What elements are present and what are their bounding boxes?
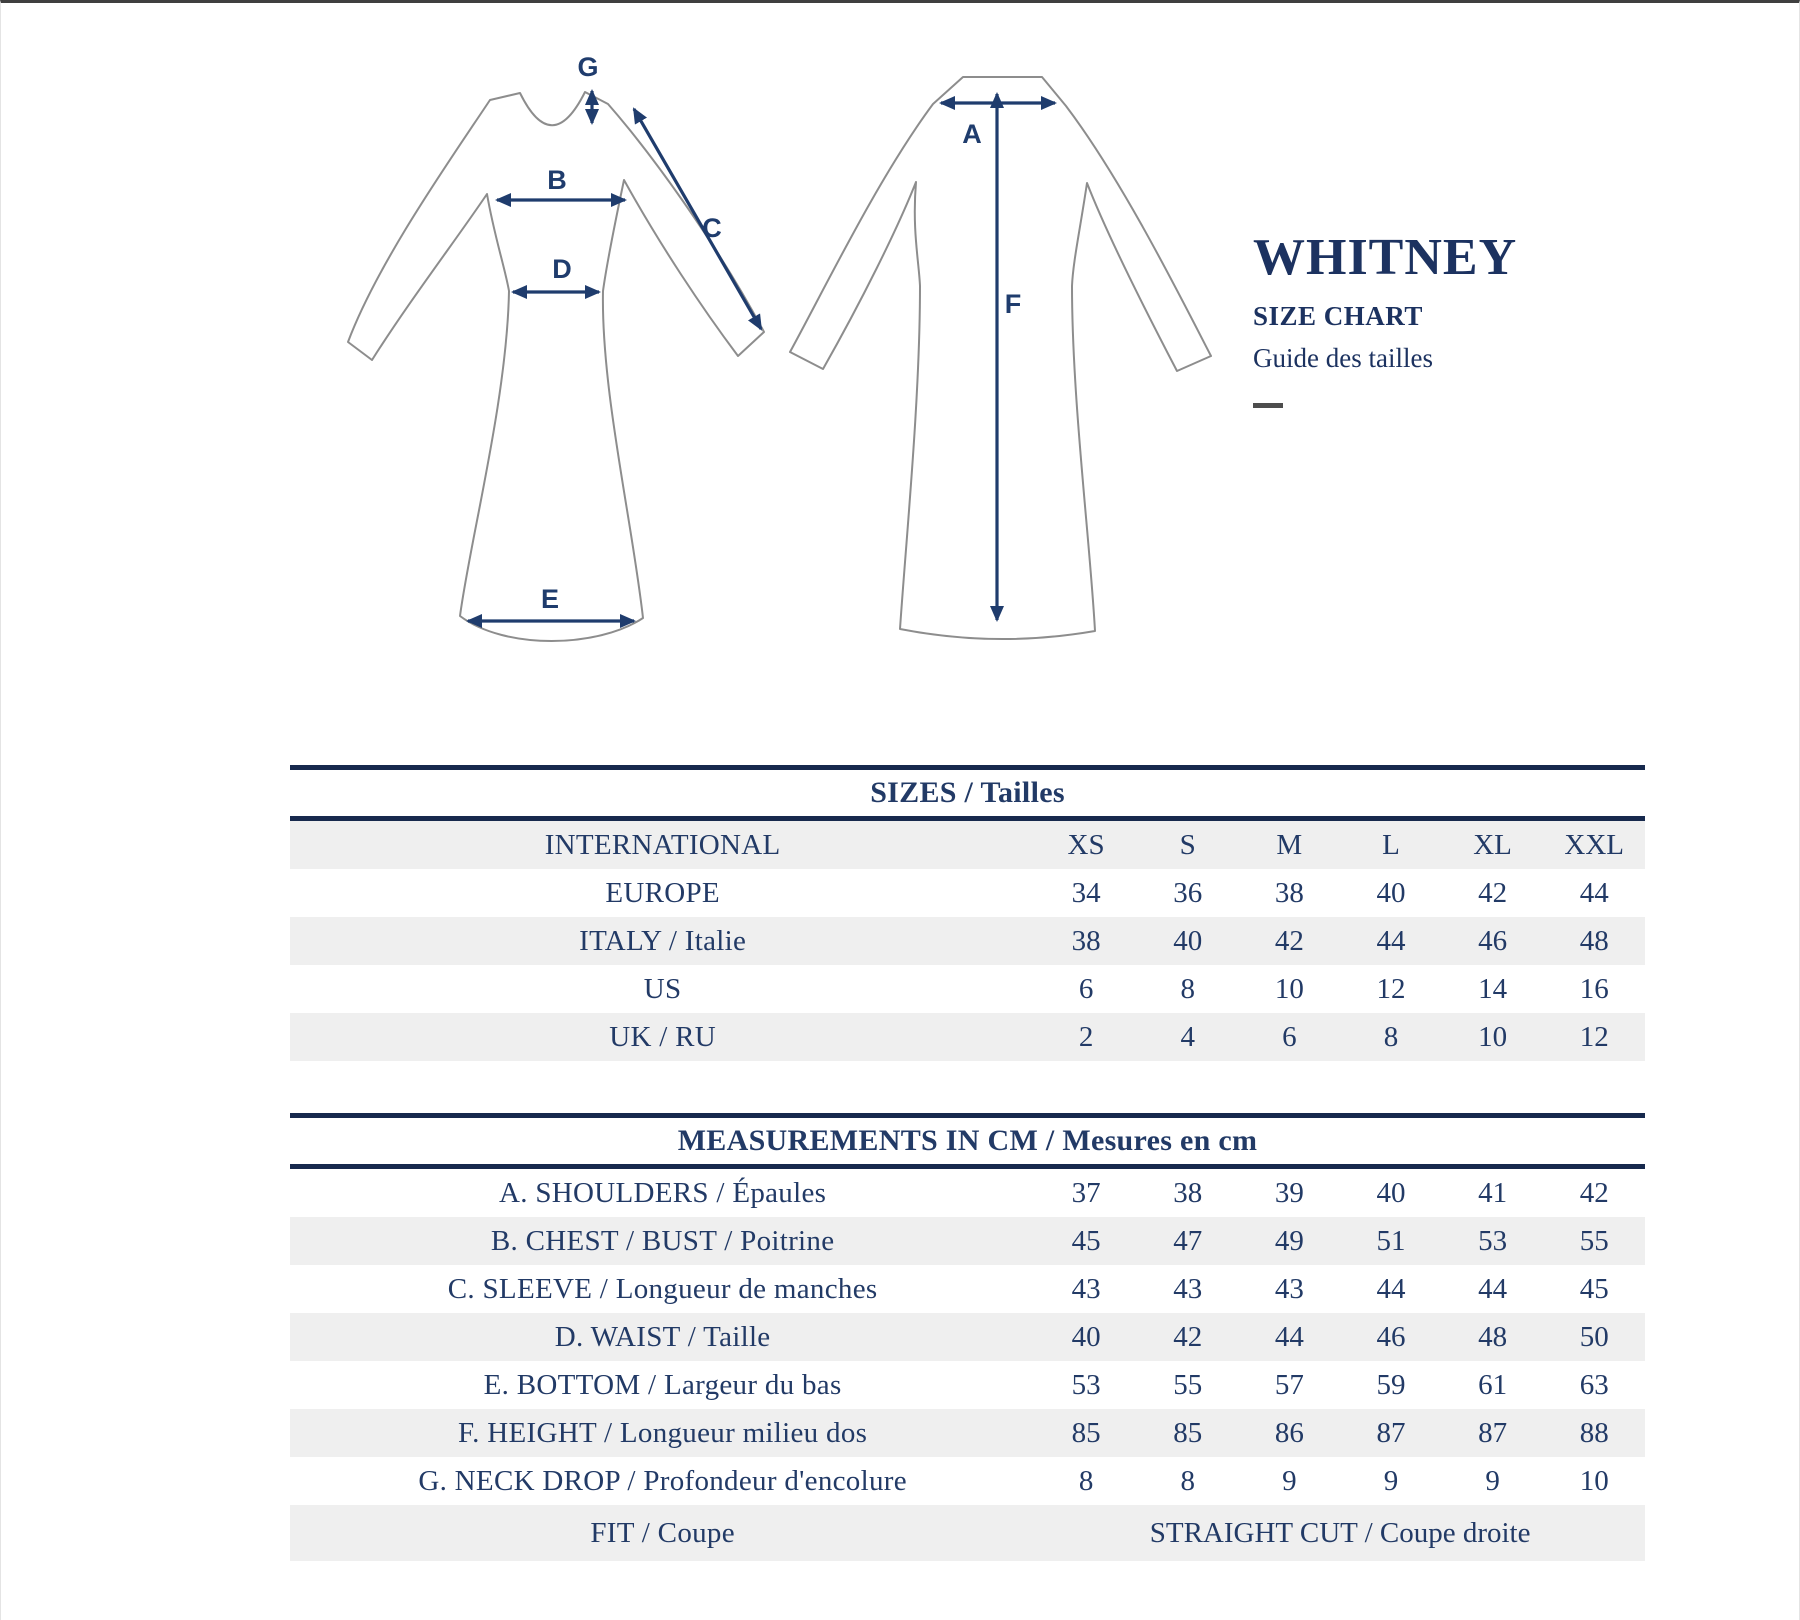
table-row (290, 1313, 1645, 1361)
measurements-table-header: MEASUREMENTS IN CM / Mesures en cm (677, 1124, 1258, 1157)
cell-value: XXL (1564, 828, 1624, 861)
cell-value: 40 (1376, 1176, 1406, 1209)
sizes-table (290, 765, 1645, 1061)
cell-value: 38 (1071, 924, 1101, 957)
cell-value: 36 (1173, 876, 1203, 909)
row-label: INTERNATIONAL (544, 828, 781, 861)
cell-value: 53 (1071, 1368, 1101, 1401)
size-diagram (0, 0, 1800, 700)
row-label: D. WAIST / Taille (554, 1320, 771, 1353)
measurements-table (290, 1113, 1645, 1561)
cell-value: 51 (1376, 1224, 1406, 1257)
size-chart-subtitle-fr: Guide des tailles (1253, 343, 1433, 373)
table-row (290, 1013, 1645, 1061)
cell-value: 2 (1078, 1020, 1094, 1053)
fit-value: STRAIGHT CUT / Coupe droite (1149, 1516, 1531, 1549)
divider-dash (1253, 403, 1283, 408)
cell-value: 87 (1478, 1416, 1508, 1449)
table-row (290, 1361, 1645, 1409)
cell-value: 55 (1579, 1224, 1609, 1257)
row-label: ITALY / Italie (579, 924, 747, 957)
cell-value: 34 (1071, 876, 1101, 909)
cell-value: 43 (1173, 1272, 1203, 1305)
measure-label-b: B (547, 165, 567, 195)
row-label: G. NECK DROP / Profondeur d'encolure (418, 1464, 907, 1497)
cell-value: 50 (1579, 1320, 1609, 1353)
cell-value: M (1276, 828, 1303, 861)
cell-value: 49 (1274, 1224, 1304, 1257)
cell-value: XL (1473, 828, 1512, 861)
cell-value: 4 (1180, 1020, 1195, 1053)
cell-value: 9 (1485, 1464, 1500, 1497)
table-row (290, 917, 1645, 965)
cell-value: 44 (1274, 1320, 1304, 1353)
fit-row (290, 1505, 1645, 1561)
cell-value: 40 (1071, 1320, 1101, 1353)
cell-value: 9 (1383, 1464, 1399, 1497)
cell-value: 14 (1478, 972, 1508, 1005)
cell-value: 40 (1376, 876, 1406, 909)
cell-value: 16 (1579, 972, 1609, 1005)
row-label: EUROPE (605, 876, 720, 909)
measure-label-f: F (1004, 289, 1022, 319)
cell-value: 10 (1274, 972, 1304, 1005)
dress-back-outline (790, 77, 1211, 639)
cell-value: 10 (1478, 1020, 1508, 1053)
cell-value: 42 (1274, 924, 1304, 957)
table-row (290, 965, 1645, 1013)
table-row (290, 1457, 1645, 1505)
cell-value: 55 (1173, 1368, 1203, 1401)
size-chart-subtitle: SIZE CHART (1253, 301, 1423, 331)
cell-value: 61 (1478, 1368, 1508, 1401)
table-row (290, 1169, 1645, 1217)
cell-value: 44 (1376, 1272, 1406, 1305)
measure-label-e: E (540, 584, 560, 614)
cell-value: 42 (1173, 1320, 1203, 1353)
cell-value: 41 (1478, 1176, 1508, 1209)
row-label: F. HEIGHT / Longueur milieu dos (458, 1416, 868, 1449)
cell-value: 48 (1579, 924, 1609, 957)
cell-value: 44 (1579, 876, 1609, 909)
cell-value: 12 (1579, 1020, 1609, 1053)
cell-value: 8 (1180, 1464, 1195, 1497)
cell-value: 44 (1478, 1272, 1508, 1305)
cell-value: 45 (1579, 1272, 1609, 1305)
sizes-table-header: SIZES / Tailles (870, 776, 1065, 809)
measurements-table-body (290, 1169, 1645, 1561)
cell-value: 8 (1078, 1464, 1094, 1497)
cell-value: 45 (1071, 1224, 1101, 1257)
cell-value: 85 (1071, 1416, 1101, 1449)
table-row (290, 821, 1645, 869)
cell-value: 87 (1376, 1416, 1406, 1449)
cell-value: 57 (1274, 1368, 1304, 1401)
cell-value: XS (1067, 828, 1105, 861)
cell-value: 12 (1376, 972, 1406, 1005)
cell-value: 46 (1376, 1320, 1406, 1353)
brand-title: WHITNEY (1253, 229, 1518, 286)
cell-value: 46 (1478, 924, 1508, 957)
cell-value: 44 (1376, 924, 1406, 957)
title-block (1253, 229, 1518, 408)
cell-value: 59 (1376, 1368, 1406, 1401)
row-label: E. BOTTOM / Largeur du bas (483, 1368, 842, 1401)
cell-value: 43 (1274, 1272, 1304, 1305)
measure-arrow-c (634, 109, 761, 329)
table-row (290, 869, 1645, 917)
row-label: FIT / Coupe (590, 1516, 735, 1549)
cell-value: 40 (1173, 924, 1203, 957)
cell-value: 6 (1078, 972, 1094, 1005)
cell-value: 47 (1173, 1224, 1203, 1257)
sizes-table-body (290, 821, 1645, 1061)
cell-value: 8 (1180, 972, 1195, 1005)
measure-label-a: A (962, 119, 982, 149)
cell-value: 6 (1282, 1020, 1297, 1053)
cell-value: 63 (1579, 1368, 1609, 1401)
cell-value: 10 (1579, 1464, 1609, 1497)
measure-label-g: G (577, 52, 599, 82)
cell-value: 48 (1478, 1320, 1508, 1353)
row-label: B. CHEST / BUST / Poitrine (490, 1224, 835, 1257)
row-label: US (643, 972, 682, 1005)
row-label: C. SLEEVE / Longueur de manches (447, 1272, 878, 1305)
table-row (290, 1265, 1645, 1313)
cell-value: 86 (1274, 1416, 1304, 1449)
cell-value: 85 (1173, 1416, 1203, 1449)
row-label: A. SHOULDERS / Épaules (499, 1176, 827, 1209)
cell-value: 88 (1579, 1416, 1609, 1449)
cell-value: 9 (1282, 1464, 1297, 1497)
table-row (290, 1409, 1645, 1457)
measure-label-d: D (552, 254, 572, 284)
cell-value: 43 (1071, 1272, 1101, 1305)
cell-value: L (1382, 828, 1400, 861)
cell-value: 38 (1173, 1176, 1203, 1209)
cell-value: 8 (1383, 1020, 1399, 1053)
cell-value: 39 (1274, 1176, 1304, 1209)
cell-value: 42 (1579, 1176, 1609, 1209)
cell-value: 38 (1274, 876, 1304, 909)
cell-value: 53 (1478, 1224, 1508, 1257)
cell-value: 37 (1071, 1176, 1101, 1209)
measure-label-c: C (702, 213, 722, 243)
table-row (290, 1217, 1645, 1265)
cell-value: 42 (1478, 876, 1508, 909)
cell-value: S (1179, 828, 1196, 861)
row-label: UK / RU (609, 1020, 717, 1053)
